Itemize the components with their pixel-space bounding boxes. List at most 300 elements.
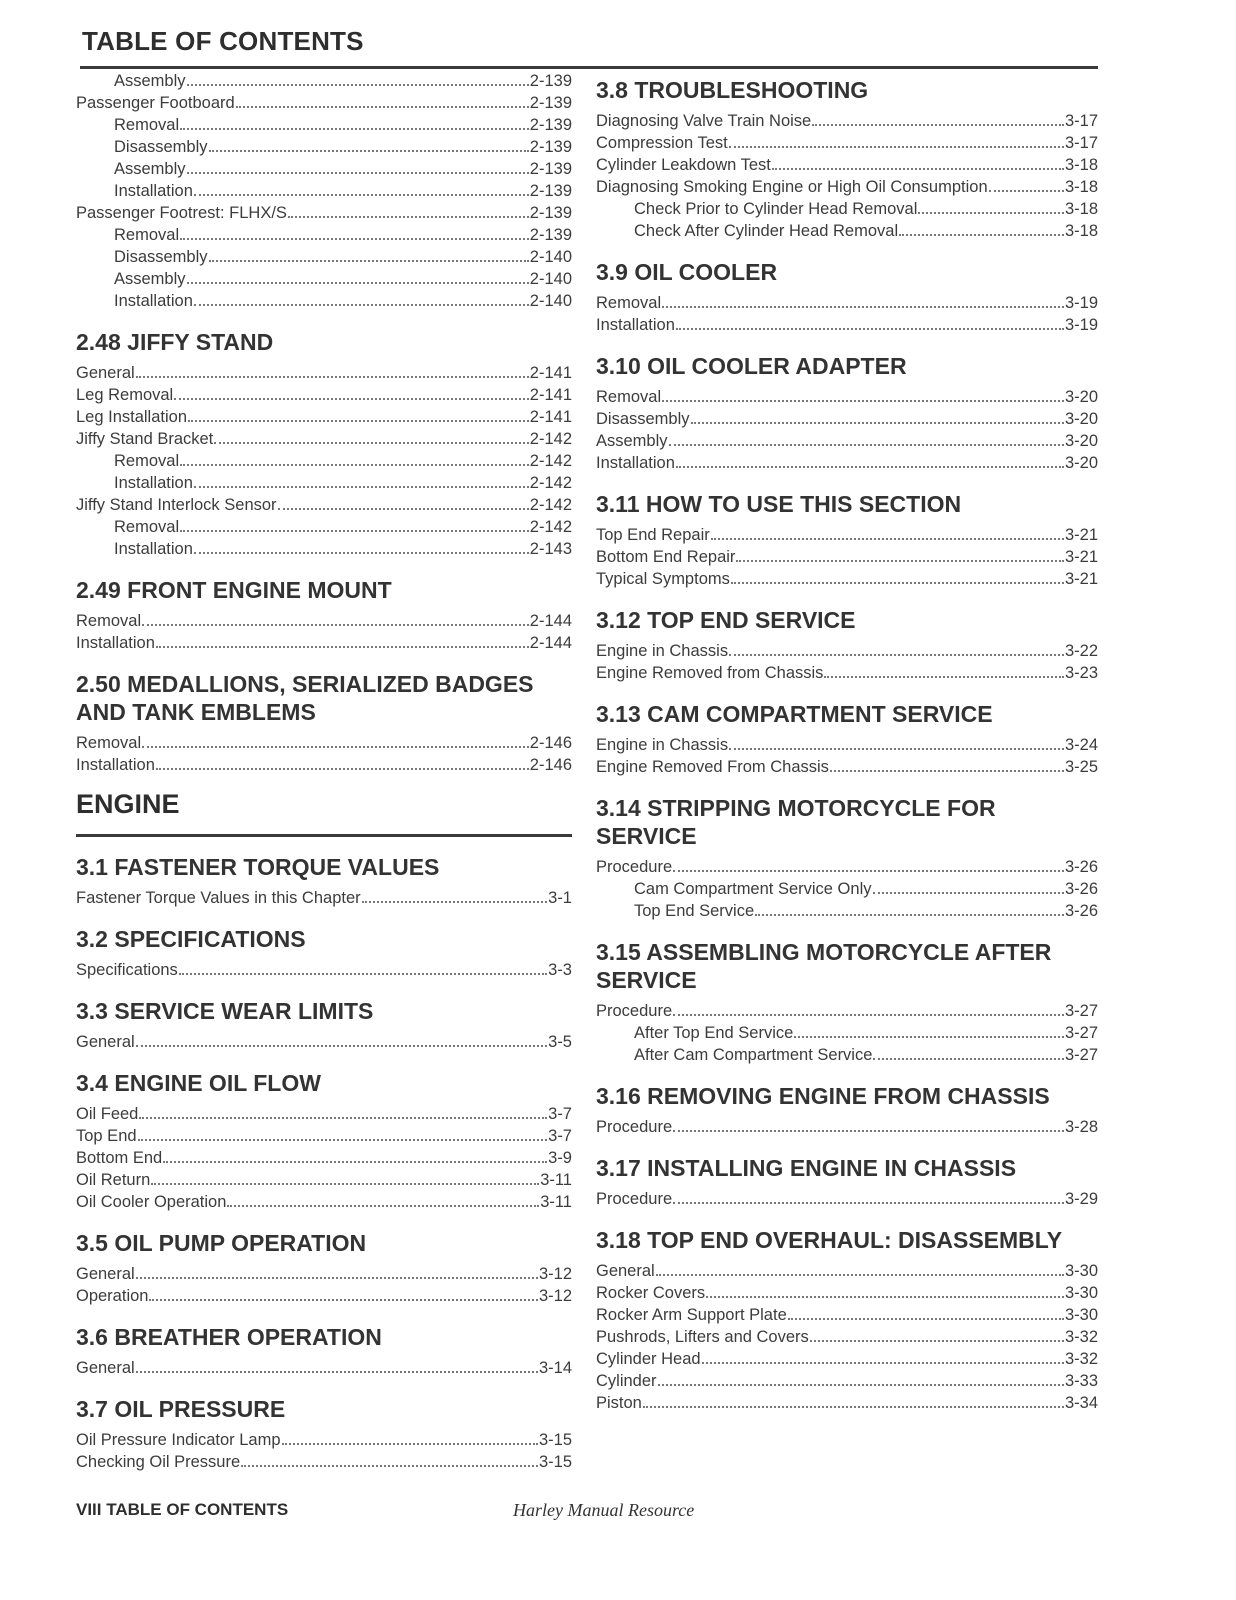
dot-leader bbox=[187, 83, 529, 86]
toc-entry-page: 3-18 bbox=[1064, 178, 1098, 196]
dot-leader bbox=[812, 123, 1064, 126]
toc-entry-title: Leg Removal bbox=[76, 386, 174, 404]
toc-entry-title: Cylinder bbox=[596, 1372, 657, 1390]
toc-entry-title: Oil Return bbox=[76, 1171, 151, 1189]
toc-entry[interactable] bbox=[596, 1000, 1098, 1022]
toc-entry-page: 3-19 bbox=[1064, 316, 1098, 334]
toc-entry[interactable] bbox=[596, 734, 1098, 756]
toc-entry[interactable] bbox=[596, 662, 1098, 684]
toc-entry-page: 3-12 bbox=[538, 1287, 572, 1305]
toc-entry[interactable] bbox=[596, 314, 1098, 336]
dot-leader bbox=[729, 653, 1064, 656]
section-heading[interactable]: 2.50 MEDALLIONS, SERIALIZED BADGES AND TANK EMBLEMS bbox=[76, 671, 534, 725]
toc-entry[interactable] bbox=[596, 1260, 1098, 1282]
dot-leader bbox=[156, 645, 529, 648]
toc-entry-page: 3-33 bbox=[1064, 1372, 1098, 1390]
dot-leader bbox=[873, 1057, 1064, 1060]
toc-entry-title: Passenger Footboard bbox=[76, 94, 235, 112]
dot-leader bbox=[830, 769, 1064, 772]
chapter-heading: ENGINE bbox=[76, 789, 180, 819]
toc-entry-title: Bottom End bbox=[76, 1149, 163, 1167]
toc-entry-title: Top End bbox=[76, 1127, 137, 1145]
toc-entry[interactable] bbox=[596, 856, 1098, 878]
toc-entry[interactable] bbox=[76, 1031, 572, 1053]
dot-leader bbox=[151, 1182, 539, 1185]
toc-entry[interactable] bbox=[76, 202, 572, 224]
page-title: TABLE OF CONTENTS bbox=[82, 26, 364, 56]
toc-entry-title: Top End Service bbox=[634, 902, 755, 920]
toc-entry-title: Pushrods, Lifters and Covers bbox=[596, 1328, 809, 1346]
toc-entry-title: Rocker Covers bbox=[596, 1284, 706, 1302]
toc-entry[interactable] bbox=[76, 406, 572, 428]
toc-entry-page: 3-25 bbox=[1064, 758, 1098, 776]
toc-entry-title: Assembly bbox=[114, 72, 186, 90]
toc-entry[interactable] bbox=[596, 132, 1098, 154]
dot-leader bbox=[288, 215, 529, 218]
dot-leader bbox=[139, 1116, 547, 1119]
section-heading[interactable]: 3.16 REMOVING ENGINE FROM CHASSIS bbox=[596, 1083, 1050, 1109]
dot-leader bbox=[236, 105, 529, 108]
toc-entry-title: Cylinder Head bbox=[596, 1350, 701, 1368]
toc-entry-page: 3-28 bbox=[1064, 1118, 1098, 1136]
toc-entry-title: Cam Compartment Service Only bbox=[634, 880, 872, 898]
chapter-block bbox=[76, 788, 572, 837]
dot-leader bbox=[658, 1383, 1064, 1386]
toc-entry-page: 2-139 bbox=[529, 182, 572, 200]
toc-entry-title: Removal bbox=[114, 518, 180, 536]
toc-entry-title: General bbox=[76, 1265, 135, 1283]
toc-entry[interactable] bbox=[596, 408, 1098, 430]
toc-entry-page: 3-15 bbox=[538, 1431, 572, 1449]
section-heading[interactable]: 2.49 FRONT ENGINE MOUNT bbox=[76, 577, 392, 603]
toc-entry[interactable] bbox=[76, 1263, 572, 1285]
toc-entry-title: Installation bbox=[76, 634, 155, 652]
toc-entry-page: 3-26 bbox=[1064, 858, 1098, 876]
toc-entry-page: 2-142 bbox=[529, 496, 572, 514]
toc-entry[interactable] bbox=[76, 70, 572, 92]
toc-entry-page: 3-27 bbox=[1064, 1024, 1098, 1042]
toc-entry-title: Jiffy Stand Bracket bbox=[76, 430, 214, 448]
dot-leader bbox=[673, 1201, 1064, 1204]
dot-leader bbox=[187, 171, 529, 174]
dot-leader bbox=[669, 443, 1064, 446]
toc-entry[interactable] bbox=[76, 246, 572, 268]
dot-leader bbox=[156, 767, 529, 770]
toc-entry-page: 3-29 bbox=[1064, 1190, 1098, 1208]
toc-entry-page: 2-142 bbox=[529, 452, 572, 470]
toc-entry-page: 2-141 bbox=[529, 408, 572, 426]
toc-entry-title: Engine Removed From Chassis bbox=[596, 758, 829, 776]
toc-entry-title: Procedure bbox=[596, 1002, 673, 1020]
toc-entry-page: 3-34 bbox=[1064, 1394, 1098, 1412]
footer-watermark: Harley Manual Resource bbox=[513, 1500, 695, 1520]
toc-entry-page: 2-140 bbox=[529, 270, 572, 288]
dot-leader bbox=[676, 465, 1064, 468]
toc-entry-page: 2-142 bbox=[529, 518, 572, 536]
dot-leader bbox=[180, 127, 529, 130]
toc-entry-page: 2-139 bbox=[529, 226, 572, 244]
toc-entry-page: 3-20 bbox=[1064, 454, 1098, 472]
toc-entry-page: 3-17 bbox=[1064, 112, 1098, 130]
dot-leader bbox=[731, 581, 1064, 584]
toc-entry[interactable] bbox=[76, 1429, 572, 1451]
toc-entry[interactable] bbox=[76, 494, 572, 516]
dot-leader bbox=[673, 1129, 1064, 1132]
toc-entry-title: Cylinder Leakdown Test bbox=[596, 156, 771, 174]
toc-entry[interactable] bbox=[596, 878, 1098, 900]
toc-entry[interactable] bbox=[596, 198, 1098, 220]
toc-entry-title: General bbox=[76, 1359, 135, 1377]
section-heading[interactable]: 3.13 CAM COMPARTMENT SERVICE bbox=[596, 701, 993, 727]
toc-entry-page: 3-18 bbox=[1064, 222, 1098, 240]
toc-entry[interactable] bbox=[596, 640, 1098, 662]
toc-entry-page: 3-1 bbox=[548, 889, 572, 907]
toc-entry[interactable] bbox=[76, 754, 572, 776]
toc-entry-page: 2-141 bbox=[529, 386, 572, 404]
toc-entry-page: 2-139 bbox=[529, 116, 572, 134]
toc-entry-page: 3-32 bbox=[1064, 1350, 1098, 1368]
toc-entry-page: 3-14 bbox=[538, 1359, 572, 1377]
dot-leader bbox=[989, 189, 1064, 192]
toc-entry-page: 3-26 bbox=[1064, 880, 1098, 898]
toc-entry[interactable] bbox=[76, 732, 572, 754]
toc-entry-title: Diagnosing Valve Train Noise bbox=[596, 112, 812, 130]
toc-entry-page: 2-139 bbox=[529, 204, 572, 222]
toc-entry[interactable] bbox=[76, 114, 572, 136]
dot-leader bbox=[136, 1276, 538, 1279]
toc-entry[interactable] bbox=[76, 516, 572, 538]
toc-entry[interactable] bbox=[596, 176, 1098, 198]
toc-entry-title: Engine in Chassis bbox=[596, 642, 729, 660]
dot-leader bbox=[673, 1013, 1064, 1016]
toc-entry-title: Disassembly bbox=[596, 410, 690, 428]
toc-entry[interactable] bbox=[76, 887, 572, 909]
toc-entry[interactable] bbox=[596, 1348, 1098, 1370]
toc-entry-page: 3-5 bbox=[548, 1033, 572, 1051]
dot-leader bbox=[179, 972, 547, 975]
toc-entry[interactable] bbox=[76, 362, 572, 384]
toc-entry-title: Engine Removed from Chassis bbox=[596, 664, 824, 682]
dot-leader bbox=[662, 399, 1064, 402]
section-heading[interactable]: 3.8 TROUBLESHOOTING bbox=[596, 77, 869, 103]
toc-entry[interactable] bbox=[76, 1191, 572, 1213]
toc-entry-page: 2-140 bbox=[529, 248, 572, 266]
section-heading[interactable]: 3.9 OIL COOLER bbox=[596, 259, 778, 285]
toc-entry-title: General bbox=[596, 1262, 655, 1280]
toc-entry-page: 3-30 bbox=[1064, 1284, 1098, 1302]
dot-leader bbox=[810, 1339, 1064, 1342]
section-heading[interactable]: 3.18 TOP END OVERHAUL: DISASSEMBLY bbox=[596, 1227, 1063, 1253]
toc-entry[interactable] bbox=[76, 1103, 572, 1125]
toc-entry-page: 3-20 bbox=[1064, 432, 1098, 450]
section-heading[interactable]: 3.2 SPECIFICATIONS bbox=[76, 926, 306, 952]
toc-entry-page: 3-3 bbox=[548, 961, 572, 979]
dot-leader bbox=[136, 1044, 547, 1047]
section-heading[interactable]: 3.11 HOW TO USE THIS SECTION bbox=[596, 491, 962, 517]
dot-leader bbox=[673, 869, 1064, 872]
toc-entry[interactable] bbox=[76, 610, 572, 632]
toc-entry[interactable] bbox=[596, 1188, 1098, 1210]
toc-entry-title: Rocker Arm Support Plate bbox=[596, 1306, 787, 1324]
footer-page-label: VIII TABLE OF CONTENTS bbox=[76, 1500, 289, 1519]
section-heading[interactable]: 3.10 OIL COOLER ADAPTER bbox=[596, 353, 907, 379]
toc-entry[interactable] bbox=[596, 568, 1098, 590]
toc-entry-title: Procedure bbox=[596, 1190, 673, 1208]
toc-entry[interactable] bbox=[596, 1282, 1098, 1304]
toc-entry-title: Fastener Torque Values in this Chapter bbox=[76, 889, 361, 907]
dot-leader bbox=[736, 559, 1064, 562]
toc-entry-title: Installation bbox=[114, 292, 193, 310]
chapter-divider bbox=[76, 834, 572, 837]
toc-entry[interactable] bbox=[596, 110, 1098, 132]
toc-entry-page: 3-19 bbox=[1064, 294, 1098, 312]
toc-entry[interactable] bbox=[76, 158, 572, 180]
toc-entry-title: Procedure bbox=[596, 858, 673, 876]
dot-leader bbox=[209, 149, 529, 152]
toc-entry-title: Removal bbox=[114, 452, 180, 470]
toc-entry-page: 3-26 bbox=[1064, 902, 1098, 920]
toc-entry-title: Jiffy Stand Interlock Sensor bbox=[76, 496, 277, 514]
toc-entry-page: 2-140 bbox=[529, 292, 572, 310]
toc-entry-title: Bottom End Repair bbox=[596, 548, 736, 566]
toc-entry-title: Compression Test bbox=[596, 134, 728, 152]
toc-entry-page: 3-18 bbox=[1064, 156, 1098, 174]
toc-entry[interactable] bbox=[596, 1304, 1098, 1326]
toc-entry-page: 3-27 bbox=[1064, 1046, 1098, 1064]
toc-entry-page: 2-146 bbox=[529, 734, 572, 752]
dot-leader bbox=[676, 327, 1064, 330]
dot-leader bbox=[241, 1464, 538, 1467]
section-heading[interactable]: 3.5 OIL PUMP OPERATION bbox=[76, 1230, 367, 1256]
toc-entry[interactable] bbox=[596, 220, 1098, 242]
toc-entry[interactable] bbox=[76, 472, 572, 494]
toc-entry-title: Installation bbox=[596, 316, 675, 334]
toc-entry[interactable] bbox=[76, 959, 572, 981]
toc-entry-page: 3-15 bbox=[538, 1453, 572, 1471]
section-heading[interactable]: 2.48 JIFFY STAND bbox=[76, 329, 274, 355]
toc-entry-title: Passenger Footrest: FLHX/S bbox=[76, 204, 287, 222]
toc-entry-title: Check After Cylinder Head Removal bbox=[634, 222, 899, 240]
toc-entry-page: 3-9 bbox=[548, 1149, 572, 1167]
dot-leader bbox=[755, 913, 1064, 916]
toc-entry[interactable] bbox=[76, 1451, 572, 1473]
toc-entry-page: 3-32 bbox=[1064, 1328, 1098, 1346]
dot-leader bbox=[362, 900, 548, 903]
toc-entry[interactable] bbox=[76, 268, 572, 290]
dot-leader bbox=[899, 233, 1064, 236]
toc-entry[interactable] bbox=[596, 524, 1098, 546]
dot-leader bbox=[702, 1361, 1064, 1364]
toc-entry-title: Oil Cooler Operation bbox=[76, 1193, 227, 1211]
section-heading[interactable]: 3.3 SERVICE WEAR LIMITS bbox=[76, 998, 374, 1024]
section-heading[interactable]: 3.4 ENGINE OIL FLOW bbox=[76, 1070, 321, 1096]
toc-entry-title: Installation bbox=[76, 756, 155, 774]
dot-leader bbox=[706, 1295, 1064, 1298]
dot-leader bbox=[194, 485, 529, 488]
toc-entry-page: 3-11 bbox=[540, 1193, 572, 1211]
toc-entry-title: Top End Repair bbox=[596, 526, 710, 544]
dot-leader bbox=[136, 1370, 538, 1373]
toc-entry-title: Installation bbox=[114, 474, 193, 492]
toc-entry-page: 2-139 bbox=[529, 72, 572, 90]
toc-entry-page: 3-18 bbox=[1064, 200, 1098, 218]
toc-entry-page: 2-144 bbox=[529, 634, 572, 652]
toc-entry-title: Removal bbox=[76, 734, 142, 752]
toc-entry-page: 3-30 bbox=[1064, 1262, 1098, 1280]
toc-entry-page: 3-24 bbox=[1064, 736, 1098, 754]
toc-entry[interactable] bbox=[76, 1285, 572, 1307]
toc-entry[interactable] bbox=[76, 450, 572, 472]
toc-entry-title: Assembly bbox=[114, 270, 186, 288]
title-divider bbox=[80, 66, 1098, 69]
toc-entry-page: 2-139 bbox=[529, 94, 572, 112]
toc-entry[interactable] bbox=[596, 546, 1098, 568]
dot-leader bbox=[138, 1138, 548, 1141]
toc-entry-title: Typical Symptoms bbox=[596, 570, 730, 588]
toc-entry-title: Disassembly bbox=[114, 248, 208, 266]
toc-entry-page: 3-11 bbox=[540, 1171, 572, 1189]
toc-entry-title: After Top End Service bbox=[634, 1024, 794, 1042]
toc-entry-title: Assembly bbox=[114, 160, 186, 178]
dot-leader bbox=[227, 1204, 539, 1207]
toc-entry[interactable] bbox=[596, 292, 1098, 314]
toc-entry[interactable] bbox=[596, 756, 1098, 778]
toc-entry-title: General bbox=[76, 1033, 135, 1051]
toc-entry-title: General bbox=[76, 364, 135, 382]
dot-leader bbox=[142, 623, 529, 626]
dot-leader bbox=[136, 375, 529, 378]
section-heading[interactable]: 3.1 FASTENER TORQUE VALUES bbox=[76, 854, 440, 880]
dot-leader bbox=[194, 551, 529, 554]
dot-leader bbox=[180, 237, 529, 240]
toc-entry[interactable] bbox=[76, 538, 572, 560]
toc-entry-title: Removal bbox=[114, 226, 180, 244]
toc-entry[interactable] bbox=[596, 1116, 1098, 1138]
dot-leader bbox=[729, 145, 1064, 148]
toc-entry-title: Disassembly bbox=[114, 138, 208, 156]
dot-leader bbox=[824, 675, 1064, 678]
toc-entry-page: 3-17 bbox=[1064, 134, 1098, 152]
dot-leader bbox=[729, 747, 1064, 750]
toc-entry-page: 2-142 bbox=[529, 430, 572, 448]
toc-entry-page: 3-12 bbox=[538, 1265, 572, 1283]
toc-entry-title: Installation bbox=[596, 454, 675, 472]
toc-left-column bbox=[76, 70, 572, 1473]
toc-entry-page: 3-20 bbox=[1064, 410, 1098, 428]
toc-entry-title: Removal bbox=[596, 294, 662, 312]
toc-entry[interactable] bbox=[76, 1169, 572, 1191]
toc-entry-title: Engine in Chassis bbox=[596, 736, 729, 754]
toc-entry[interactable] bbox=[76, 92, 572, 114]
toc-entry[interactable] bbox=[596, 386, 1098, 408]
toc-entry[interactable] bbox=[76, 1357, 572, 1379]
dot-leader bbox=[188, 419, 529, 422]
dot-leader bbox=[643, 1405, 1064, 1408]
toc-entry-title: Oil Feed bbox=[76, 1105, 139, 1123]
dot-leader bbox=[214, 441, 529, 444]
dot-leader bbox=[772, 167, 1064, 170]
toc-entry-page: 2-139 bbox=[529, 160, 572, 178]
toc-entry-title: Assembly bbox=[596, 432, 668, 450]
dot-leader bbox=[662, 305, 1064, 308]
toc-entry[interactable] bbox=[596, 452, 1098, 474]
dot-leader bbox=[163, 1160, 547, 1163]
section-heading[interactable]: 3.12 TOP END SERVICE bbox=[596, 607, 856, 633]
toc-entry[interactable] bbox=[596, 1044, 1098, 1066]
dot-leader bbox=[711, 537, 1064, 540]
toc-entry[interactable] bbox=[76, 1147, 572, 1169]
toc-entry-title: Removal bbox=[114, 116, 180, 134]
toc-entry-page: 2-143 bbox=[529, 540, 572, 558]
toc-entry-title: Installation bbox=[114, 182, 193, 200]
toc-entry[interactable] bbox=[596, 1022, 1098, 1044]
toc-entry-title: After Cam Compartment Service bbox=[634, 1046, 873, 1064]
toc-entry-title: Diagnosing Smoking Engine or High Oil Consumption bbox=[596, 178, 988, 196]
toc-entry[interactable] bbox=[76, 224, 572, 246]
toc-entry-title: Installation bbox=[114, 540, 193, 558]
dot-leader bbox=[194, 193, 529, 196]
toc-entry-page: 2-144 bbox=[529, 612, 572, 630]
toc-entry-page: 3-27 bbox=[1064, 1002, 1098, 1020]
toc-entry[interactable] bbox=[76, 290, 572, 312]
toc-entry[interactable] bbox=[76, 136, 572, 158]
toc-entry[interactable] bbox=[76, 384, 572, 406]
toc-entry-page: 3-20 bbox=[1064, 388, 1098, 406]
toc-entry-title: Procedure bbox=[596, 1118, 673, 1136]
toc-right-column bbox=[596, 76, 1098, 1414]
dot-leader bbox=[918, 211, 1064, 214]
toc-entry-title: Removal bbox=[76, 612, 142, 630]
toc-entry-page: 3-22 bbox=[1064, 642, 1098, 660]
dot-leader bbox=[149, 1298, 538, 1301]
toc-entry-title: Operation bbox=[76, 1287, 149, 1305]
toc-entry-page: 3-23 bbox=[1064, 664, 1098, 682]
section-heading[interactable]: 3.6 BREATHER OPERATION bbox=[76, 1324, 382, 1350]
toc-entry-page: 2-146 bbox=[529, 756, 572, 774]
toc-entry-title: Piston bbox=[596, 1394, 642, 1412]
toc-entry[interactable] bbox=[596, 154, 1098, 176]
section-heading[interactable]: 3.7 OIL PRESSURE bbox=[76, 1396, 286, 1422]
section-heading[interactable]: 3.17 INSTALLING ENGINE IN CHASSIS bbox=[596, 1155, 1017, 1181]
dot-leader bbox=[187, 281, 529, 284]
toc-entry-page: 3-7 bbox=[548, 1105, 572, 1123]
toc-entry-page: 2-142 bbox=[529, 474, 572, 492]
toc-entry[interactable] bbox=[596, 900, 1098, 922]
dot-leader bbox=[794, 1035, 1064, 1038]
toc-entry-page: 2-141 bbox=[529, 364, 572, 382]
dot-leader bbox=[174, 397, 529, 400]
toc-entry[interactable] bbox=[596, 430, 1098, 452]
toc-entry-page: 3-7 bbox=[548, 1127, 572, 1145]
toc-entry[interactable] bbox=[596, 1392, 1098, 1414]
dot-leader bbox=[282, 1442, 538, 1445]
dot-leader bbox=[656, 1273, 1064, 1276]
toc-entry[interactable] bbox=[596, 1370, 1098, 1392]
toc-entry[interactable] bbox=[76, 632, 572, 654]
dot-leader bbox=[180, 529, 529, 532]
toc-entry[interactable] bbox=[76, 180, 572, 202]
toc-entry[interactable] bbox=[76, 428, 572, 450]
toc-entry[interactable] bbox=[596, 1326, 1098, 1348]
dot-leader bbox=[180, 463, 529, 466]
section-heading[interactable]: 3.15 ASSEMBLING MOTORCYCLE AFTER SERVICE bbox=[596, 939, 1052, 993]
toc-entry-title: Specifications bbox=[76, 961, 178, 979]
section-heading[interactable]: 3.14 STRIPPING MOTORCYCLE FOR SERVICE bbox=[596, 795, 996, 849]
dot-leader bbox=[194, 303, 529, 306]
dot-leader bbox=[142, 745, 529, 748]
toc-entry[interactable] bbox=[76, 1125, 572, 1147]
dot-leader bbox=[788, 1317, 1064, 1320]
